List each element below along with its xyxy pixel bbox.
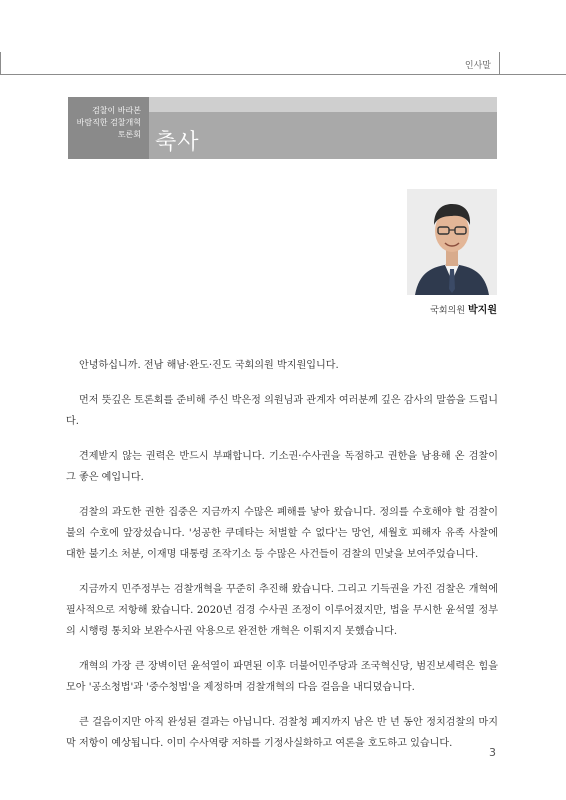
speaker-portrait: [407, 189, 497, 295]
paragraph: 먼저 뜻깊은 토론회를 준비해 주신 박은정 의원님과 관계자 여러분께 깊은 감사의 말씀을 드립니다.: [66, 395, 498, 427]
paragraph: 안녕하십니까. 전남 해남·완도·진도 국회의원 박지원입니다.: [79, 360, 339, 371]
banner-sidebar-line: 토론회: [117, 130, 141, 139]
title-banner: [149, 97, 497, 159]
banner-accent-stripe: [149, 97, 497, 112]
paragraph: 견제받지 않는 권력은 반드시 부패합니다. 기소권·수사권을 독점하고 권한을 남용해 온 검찰이 그 좋은 예입니다.: [66, 451, 498, 483]
banner-sidebar: [68, 97, 149, 159]
header-rule: [0, 74, 566, 75]
speech-body: [66, 355, 498, 768]
page-title: 축사: [155, 130, 200, 155]
section-label: 인사말: [464, 61, 491, 71]
banner-sidebar-line: 바람직한 검찰개혁: [76, 118, 141, 127]
header-left-tick: [0, 52, 1, 74]
header-right-tick: [499, 52, 500, 74]
paragraph: 큰 걸음이지만 아직 완성된 결과는 아닙니다. 검찰청 폐지까지 남은 반 년 동안 정치검찰의 마지막 저항이 예상됩니다. 이미 수사역량 저하를 기정사실화하고 여론을 호도하고 있습니다.: [66, 717, 498, 749]
paragraph: 검찰의 과도한 권한 집중은 지금까지 수많은 폐해를 낳아 왔습니다. 정의를 수호해야 할 검찰이 불의 수호에 앞장섰습니다. '성공한 쿠데타는 처벌할 수 없다'는 망언, 세월호 피해자 유족 사찰에 대한 불기소 처분, 이재명 대통령 조작기소 등 수많은 사건들이 검찰의 민낯을 보여주었습니다.: [66, 507, 498, 560]
speaker-name: 박지원: [468, 305, 497, 316]
portrait-illustration: [407, 189, 497, 295]
paragraph: 지금까지 민주정부는 검찰개혁을 꾸준히 추진해 왔습니다. 그리고 기득권을 가진 검찰은 개혁에 필사적으로 저항해 왔습니다. 2020년 검경 수사권 조정이 이루어졌지만, 법을 무시한 윤석열 정부의 시행령 통치와 보완수사권 악용으로 완전한 개혁은 이뤄지지 못했습니다.: [66, 584, 498, 637]
paragraph: 개혁의 가장 큰 장벽이던 윤석열이 파면된 이후 더불어민주당과 조국혁신당, 범진보세력은 힘을 모아 '공소청법'과 '중수청법'을 제정하며 검찰개혁의 다음 걸음을 내디뎠습니다.: [66, 661, 498, 693]
speaker-caption: [430, 301, 497, 316]
banner-sidebar-line: 검찰이 바라본: [92, 106, 141, 115]
speaker-role: 국회의원: [430, 306, 466, 316]
page-number: 3: [489, 746, 496, 759]
